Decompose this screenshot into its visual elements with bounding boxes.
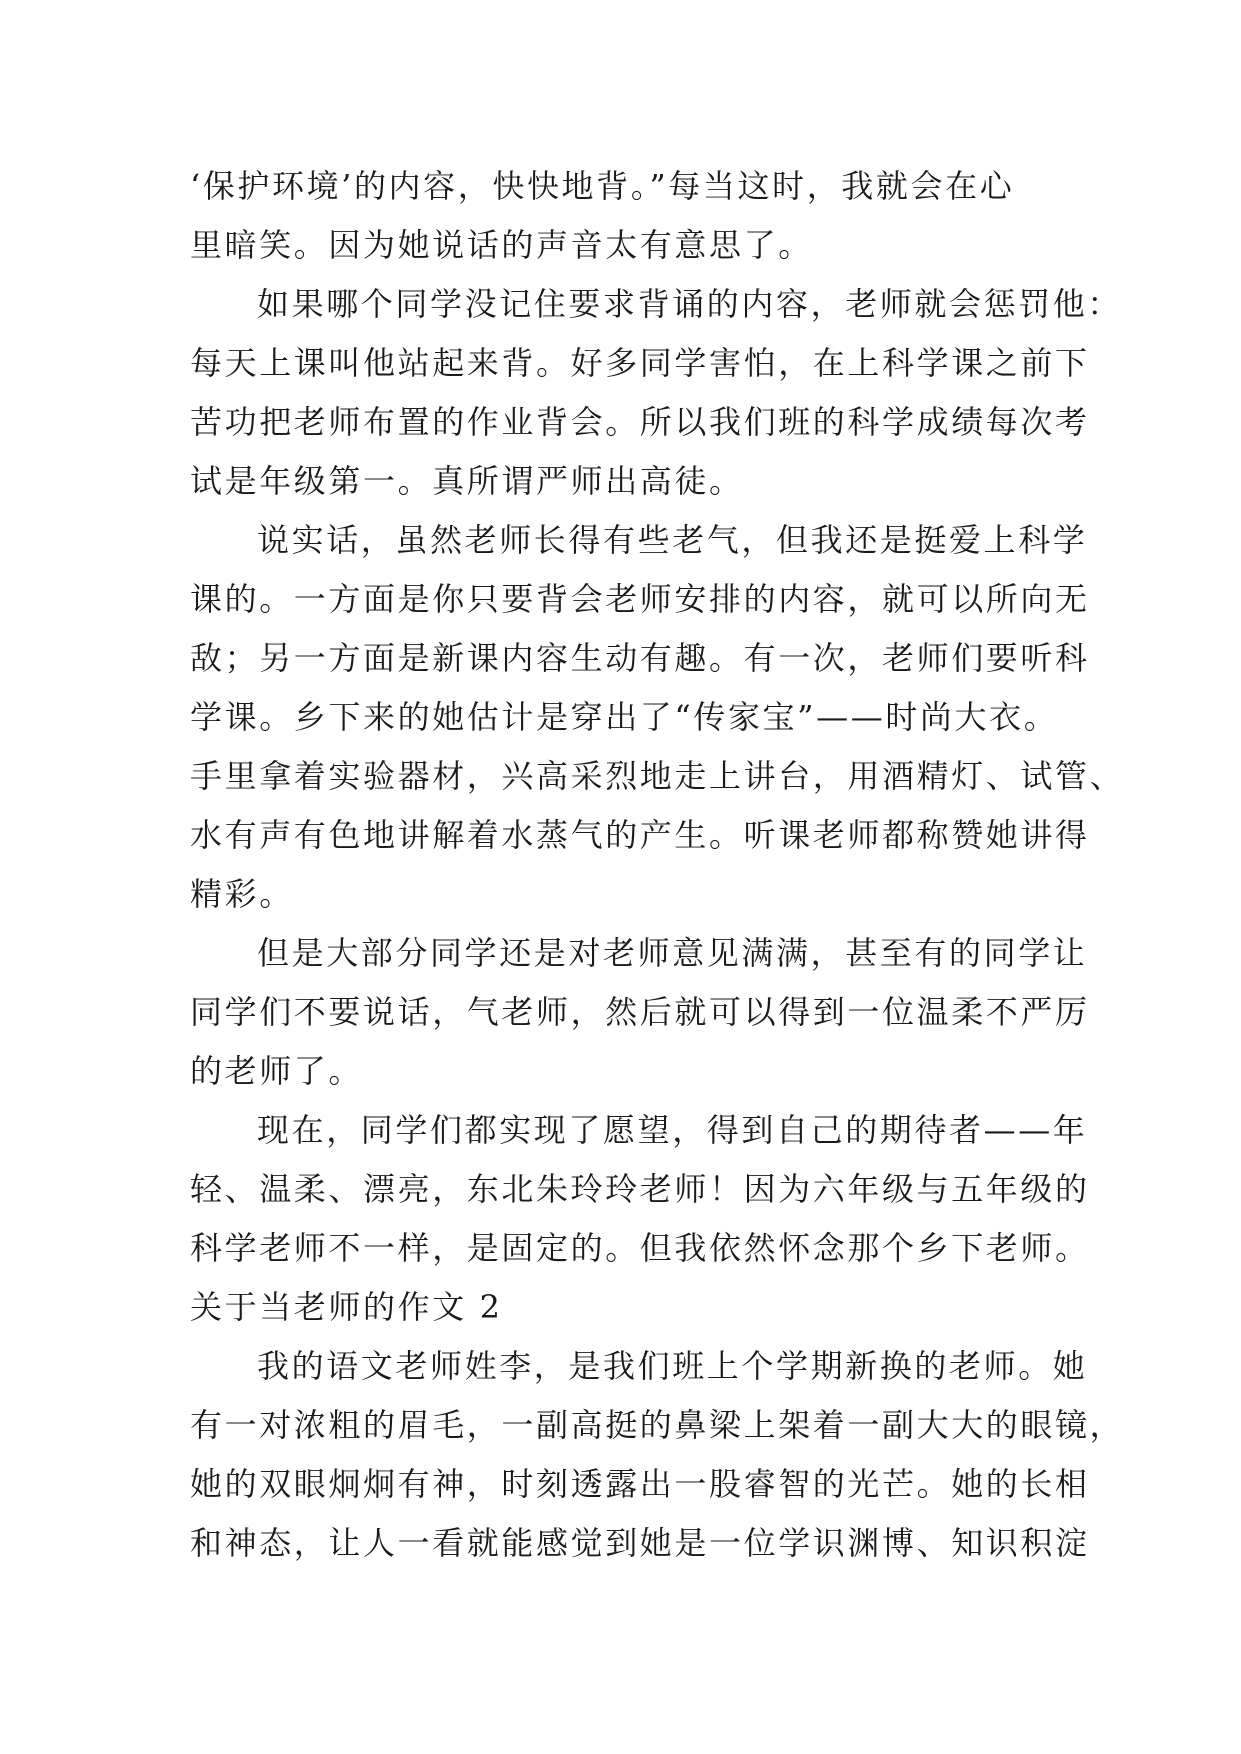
text-line: 每天上课叫他站起来背。好多同学害怕，在上科学课之前下 xyxy=(190,344,1090,382)
text-line: 精彩。 xyxy=(190,875,294,913)
paragraph-first-line: 我的语文老师姓李，是我们班上个学期新换的老师。她 xyxy=(257,1347,1088,1385)
text-line: 的老师了。 xyxy=(190,1052,364,1090)
text-line: 里暗笑。因为她说话的声音太有意思了。 xyxy=(190,226,813,264)
text-line: 水有声有色地讲解着水蒸气的产生。听课老师都称赞她讲得 xyxy=(190,816,1090,854)
text-line: 和神态，让人一看就能感觉到她是一位学识渊博、知识积淀 xyxy=(190,1524,1090,1562)
text-line: 敌；另一方面是新课内容生动有趣。有一次，老师们要听科 xyxy=(190,639,1090,677)
body-text xyxy=(190,157,1125,1573)
text-line: ‘保护环境’的内容，快快地背。”每当这时，我就会在心 xyxy=(190,167,1015,205)
text-line: 学课。乡下来的她估计是穿出了“传家宝”——时尚大衣。 xyxy=(190,698,1059,736)
text-line: 科学老师不一样，是固定的。但我依然怀念那个乡下老师。 xyxy=(190,1229,1090,1267)
text-line: 课的。一方面是你只要背会老师安排的内容，就可以所向无 xyxy=(190,580,1090,618)
text-line: 手里拿着实验器材，兴高采烈地走上讲台，用酒精灯、试管、 xyxy=(190,757,1125,795)
text-line: 同学们不要说话，气老师，然后就可以得到一位温柔不严厉 xyxy=(190,993,1090,1031)
text-line: 苦功把老师布置的作业背会。所以我们班的科学成绩每次考 xyxy=(190,403,1090,441)
section-heading: 关于当老师的作文 2 xyxy=(190,1288,503,1326)
text-line: 试是年级第一。真所谓严师出高徒。 xyxy=(190,462,744,500)
text-line: 她的双眼炯炯有神，时刻透露出一股睿智的光芒。她的长相 xyxy=(190,1465,1090,1503)
text-line: 轻、温柔、漂亮，东北朱玲玲老师！因为六年级与五年级的 xyxy=(190,1170,1090,1208)
paragraph-first-line: 但是大部分同学还是对老师意见满满，甚至有的同学让 xyxy=(257,934,1088,972)
text-line: 有一对浓粗的眉毛，一副高挺的鼻梁上架着一副大大的眼镜， xyxy=(190,1406,1125,1444)
paragraph-first-line: 如果哪个同学没记住要求背诵的内容，老师就会惩罚他： xyxy=(257,285,1123,323)
paragraph-first-line: 现在，同学们都实现了愿望，得到自己的期待者——年 xyxy=(257,1111,1088,1149)
paragraph-first-line: 说实话，虽然老师长得有些老气，但我还是挺爱上科学 xyxy=(257,521,1088,559)
